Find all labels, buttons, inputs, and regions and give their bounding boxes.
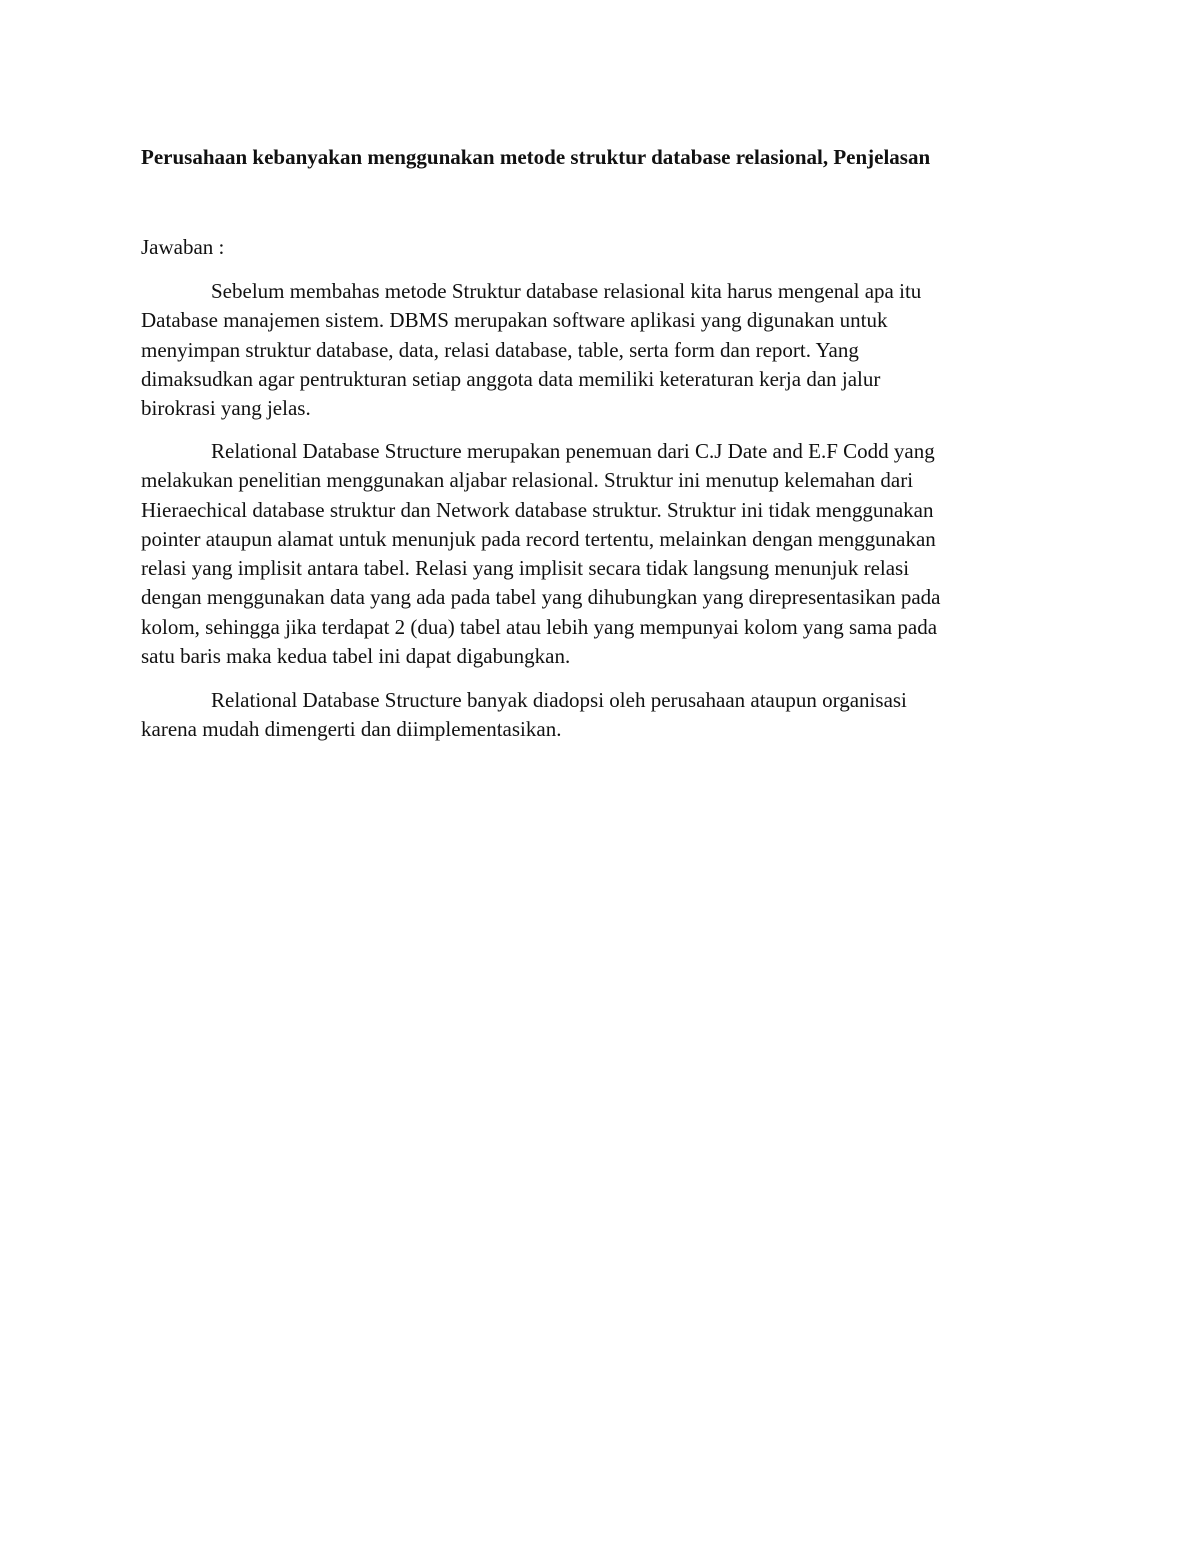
paragraph-line: Database manajemen sistem. DBMS merupakan software aplikasi yang digunakan untuk <box>141 308 888 333</box>
answer-label: Jawaban : <box>141 235 225 259</box>
paragraph-dbms-intro <box>141 277 1061 423</box>
paragraph-relational-structure <box>141 437 1061 671</box>
paragraph-line: dimaksudkan agar pentrukturan setiap anggota data memiliki keteraturan kerja dan jalur <box>141 366 881 391</box>
paragraph-adoption <box>141 686 1061 745</box>
paragraph-line: kolom, sehingga jika terdapat 2 (dua) tabel atau lebih yang mempunyai kolom yang sama pada <box>141 614 938 639</box>
paragraph-line: karena mudah dimengerti dan diimplementasikan. <box>141 717 562 742</box>
paragraph-line: Hieraechical database struktur dan Network database struktur. Struktur ini tidak menggunakan <box>141 497 934 522</box>
paragraph-line: relasi yang implisit antara tabel. Relasi yang implisit secara tidak langsung menunjuk relasi <box>141 556 910 581</box>
paragraph-line: menyimpan struktur database, data, relasi database, table, serta form dan report. Yang <box>141 337 859 362</box>
paragraph-line: Relational Database Structure banyak diadopsi oleh perusahaan ataupun organisasi <box>211 688 907 712</box>
paragraph-line: dengan menggunakan data yang ada pada tabel yang dihubungkan yang direpresentasikan pada <box>141 585 941 610</box>
paragraph-line: melakukan penelitian menggunakan aljabar relasional. Struktur ini menutup kelemahan dari <box>141 468 914 493</box>
paragraph-line: pointer ataupun alamat untuk menunjuk pada record tertentu, melainkan dengan menggunakan <box>141 526 936 551</box>
paragraph-line: satu baris maka kedua tabel ini dapat digabungkan. <box>141 644 571 669</box>
paragraph-line: birokrasi yang jelas. <box>141 396 311 421</box>
document-title: Perusahaan kebanyakan menggunakan metode struktur database relasional, Penjelasan <box>141 145 931 169</box>
paragraph-line: Sebelum membahas metode Struktur database relasional kita harus mengenal apa itu <box>211 279 922 303</box>
paragraph-line: Relational Database Structure merupakan penemuan dari C.J Date and E.F Codd yang <box>211 439 935 463</box>
